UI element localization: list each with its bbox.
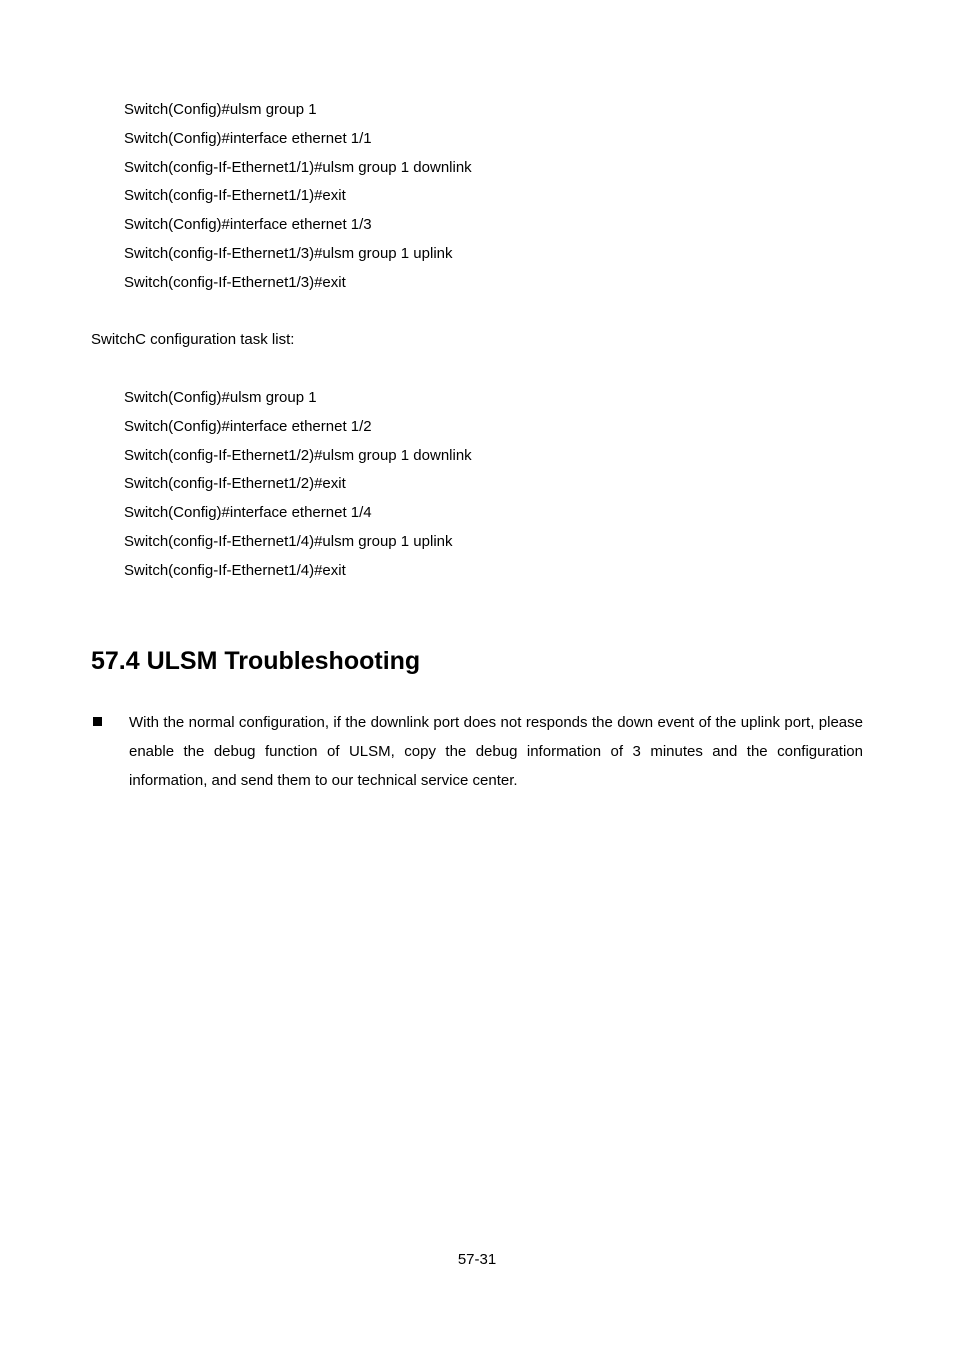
- command-line: Switch(Config)#interface ethernet 1/1: [124, 129, 372, 147]
- switch-c-task-list-label: SwitchC configuration task list:: [91, 331, 295, 348]
- command-line: Switch(Config)#interface ethernet 1/3: [124, 216, 372, 234]
- command-line: Switch(config-If-Ethernet1/2)#exit: [124, 475, 346, 493]
- command-line: Switch(config-If-Ethernet1/3)#ulsm group 1 uplink: [124, 244, 453, 262]
- command-line: Switch(config-If-Ethernet1/1)#exit: [124, 187, 346, 205]
- command-line: Switch(config-If-Ethernet1/4)#ulsm group 1 uplink: [124, 532, 453, 550]
- troubleshooting-text: With the normal configuration, if the downlink port does not responds the down event of the uplink port, please enable the debug function of ULSM, copy the debug information of 3 minutes and the configuration information, and send them to our technical service center.: [129, 714, 863, 789]
- command-line: Switch(config-If-Ethernet1/1)#ulsm group 1 downlink: [124, 158, 472, 176]
- command-line: Switch(Config)#ulsm group 1: [124, 101, 317, 118]
- page-number: 57-31: [457, 1251, 497, 1268]
- section-heading: 57.4 ULSM Troubleshooting: [91, 647, 421, 675]
- switch-b-command-list: [124, 96, 472, 298]
- square-bullet-icon: [93, 717, 102, 726]
- command-line: Switch(config-If-Ethernet1/3)#exit: [124, 273, 346, 291]
- command-line: Switch(config-If-Ethernet1/2)#ulsm group 1 downlink: [124, 446, 472, 464]
- command-line: Switch(Config)#interface ethernet 1/4: [124, 504, 372, 522]
- switch-c-command-list: [124, 384, 472, 586]
- command-line: Switch(Config)#interface ethernet 1/2: [124, 417, 372, 435]
- command-line: Switch(Config)#ulsm group 1: [124, 389, 317, 406]
- command-line: Switch(config-If-Ethernet1/4)#exit: [124, 561, 346, 579]
